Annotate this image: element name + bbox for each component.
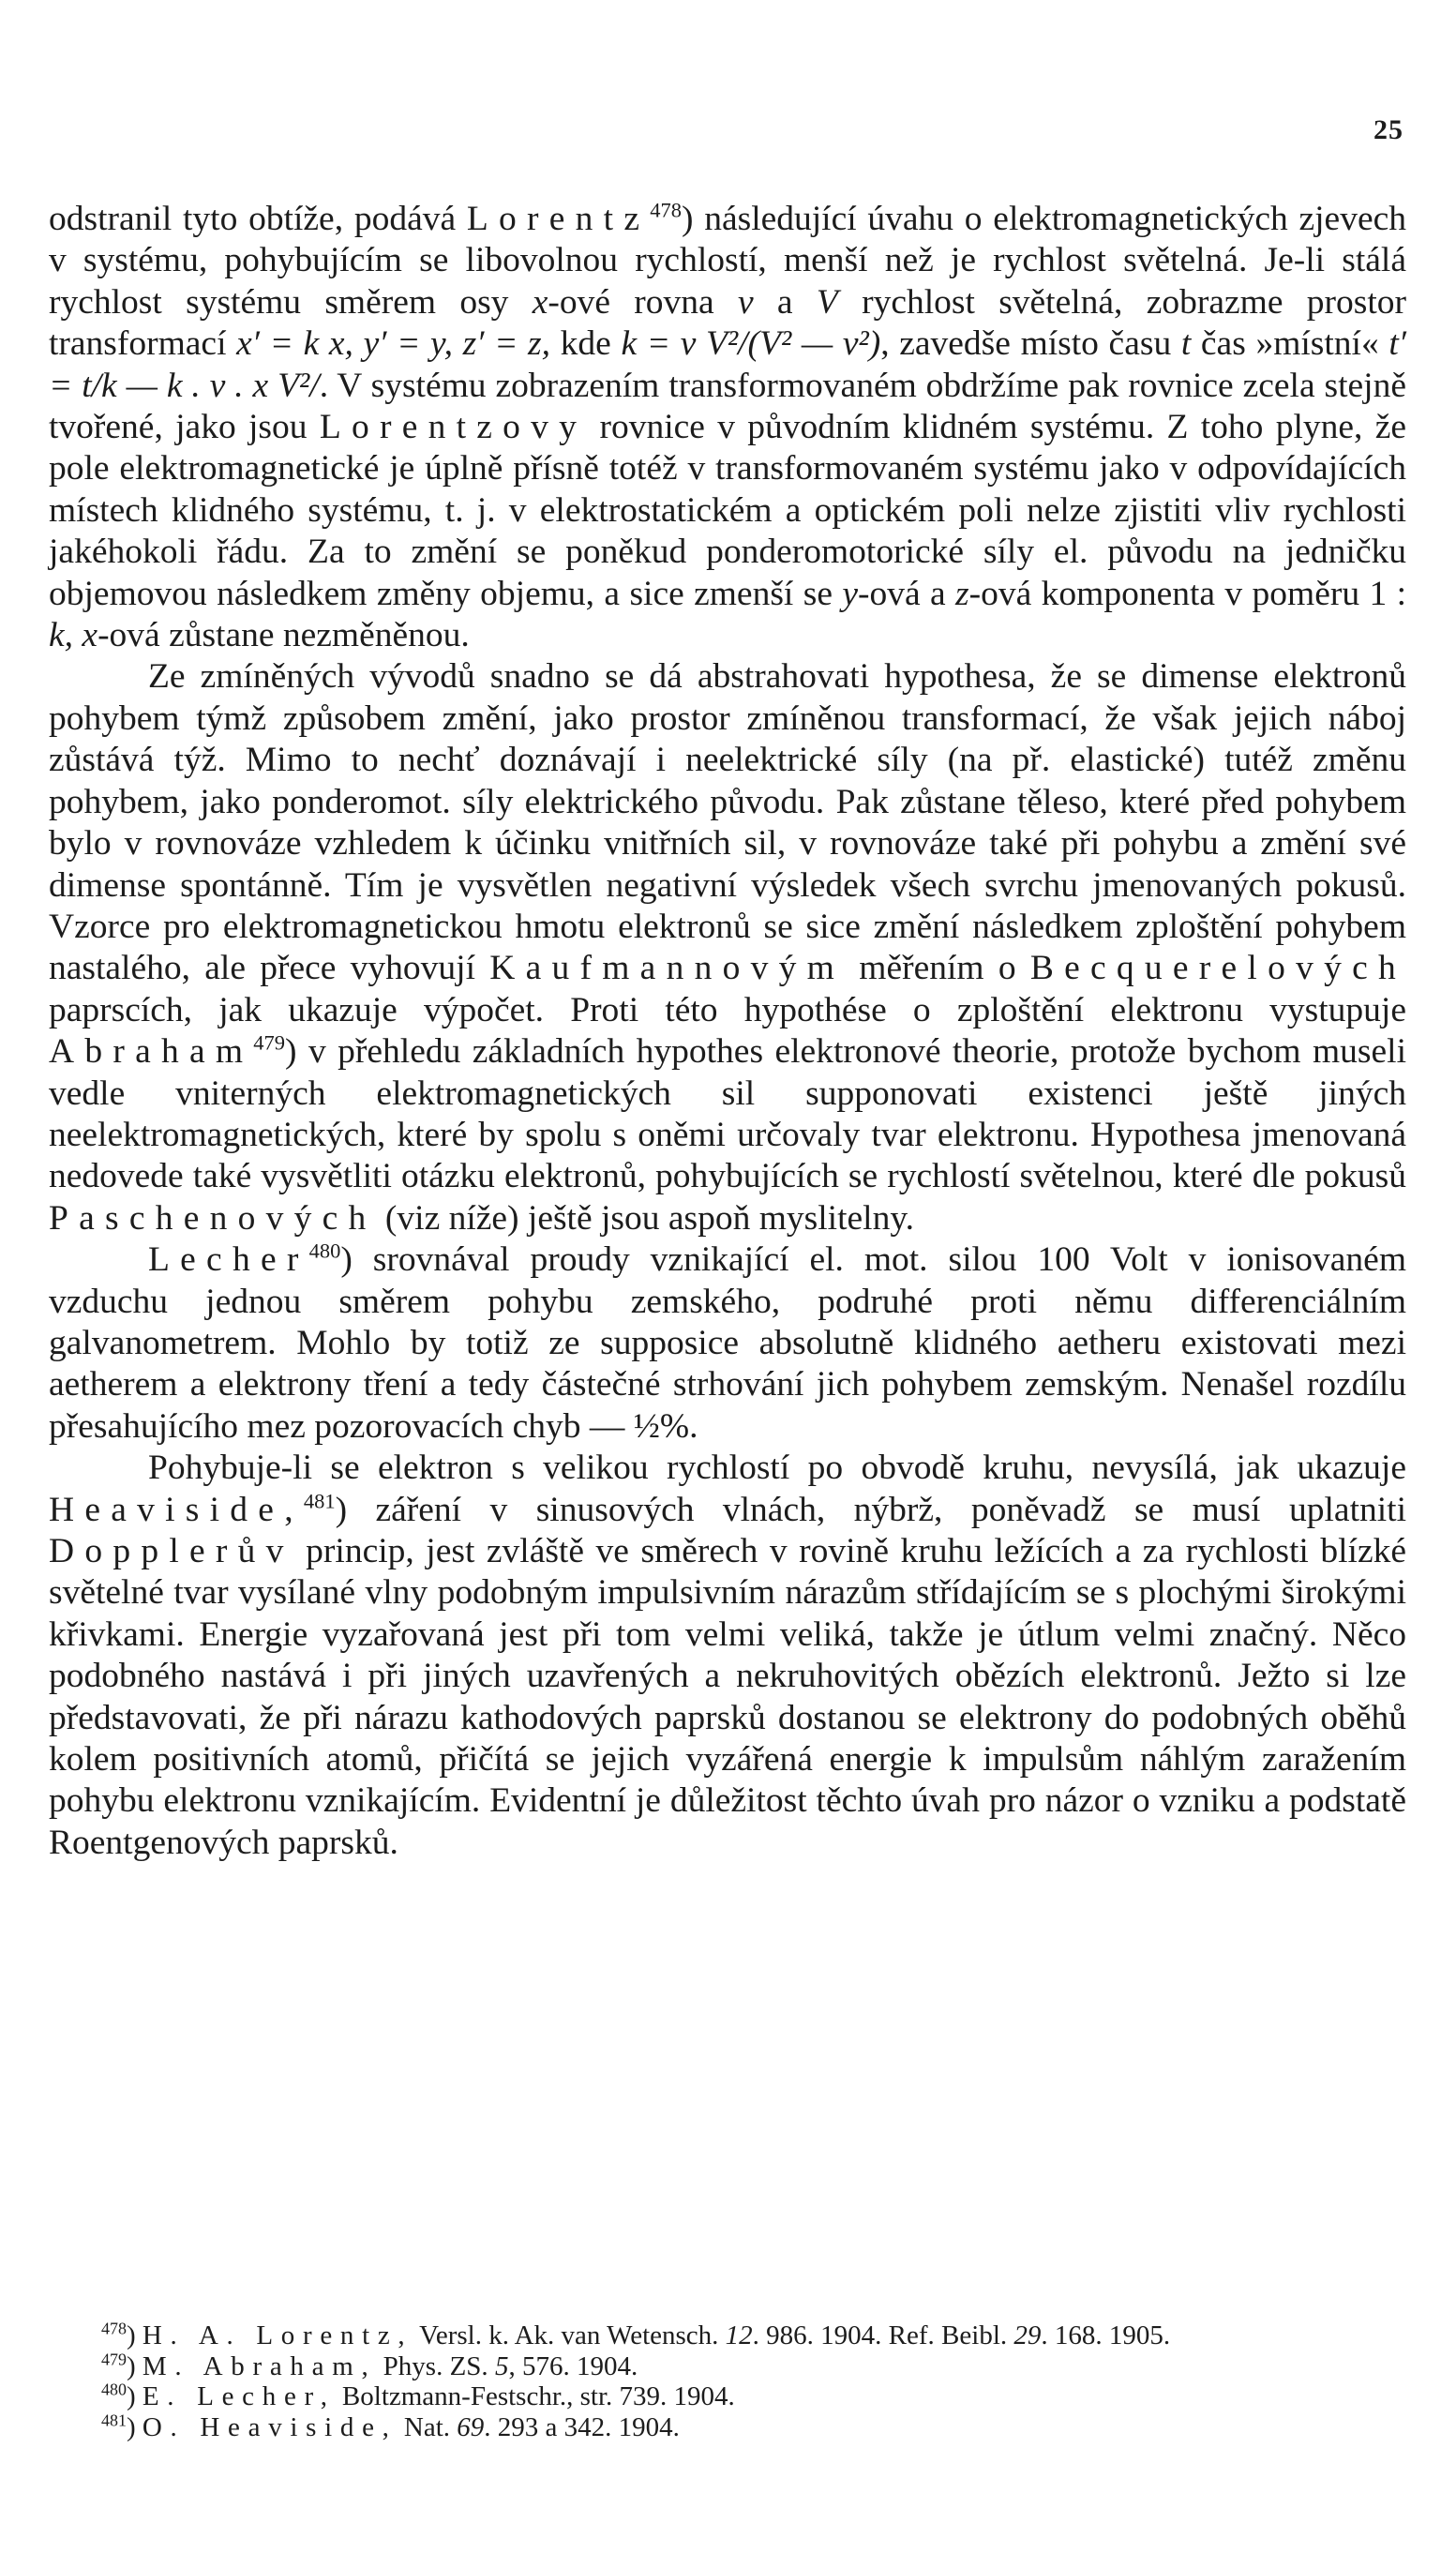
author-name: Dopplerův xyxy=(49,1532,294,1570)
footnote-481: $^{481}$) O. Heaviside, Nat. 69. 293 a 342. 1904. xyxy=(101,2410,680,2442)
footnotes xyxy=(49,2320,1406,2442)
math-var: z xyxy=(955,574,969,613)
paragraph-heaviside: Pohybuje-li se elektron s velikou rychlostí po obvodě kruhu, nevysílá, jak ukazuje Heaviside,$^{481}$) záření v sinusových vlnách, nýbrž, poněvadž se musí uplatniti Dopplerův princip, jest zvláště ve směrech v rovině kruhu ležících a za rychlosti blízké světelné tvar vysílané vlny podobným impulsivním nárazům střídajícím se s plochými širokými křivkami. Energie vyzařovaná jest při tom velmi veliká, takže je útlum velmi značný. Něco podobného nastává i při jiných uzavřených a nekruhovitých obězích elektronů. Ježto si lze představovati, že při nárazu kathodových paprsků dostanou se elektrony do podobných oběhů kolem positivních atomů, přičítá se jejich vyzářená energie k impulsům náhlým zaražením pohybu elektronu vznikajícím. Evidentní je důležitost těchto úvah pro názor o vzniku a podstatě Roentgenových paprsků. xyxy=(49,1449,1406,1862)
math-var: x xyxy=(82,616,98,655)
math-var: k, xyxy=(49,616,74,655)
paragraph-hypothesis: Ze zmíněných vývodů snadno se dá abstrahovati hypothesa, že se dimense elektronů pohybem týmž způsobem změní, jako prostor zmíněnou transformací, že však jejich náboj zůstává týž. Mimo to nechť doznávají i neelektrické síly (na př. elastické) tutéž změnu pohybem, jako ponderomot. síly elektrického původu. Pak zůstane těleso, které před pohybem bylo v rovnováze vzhledem k účinku vnitřních sil, v rovnováze také při pohybu a změní své dimense spontánně. Tím je vysvětlen negativní výsledek všech svrchu jmenovaných pokusů. Vzorce pro elektromagnetickou hmotu elektronů se sice změní následkem zploštění pohybem nastalého, ale přece vyhovují Kaufmannovým měřením o Becquerelových paprscích, jak ukazuje výpočet. Proti této hypothése o zploštění elektronu vystupuje Abraham$^{479}$) v přehledu základních hypothes elektronové theorie, protože bychom museli vedle vniterných elektromagnetických sil supponovati existenci ještě jiných neelektromagnetických, které by spolu s oněmi určovaly tvar elektronu. Hypothesa jmenovaná nedovede také vysvětliti otázku elektronů, pohybujících se rychlostí světelnou, které dle pokusů Paschenových (viz níže) ještě jsou aspoň myslitelny. xyxy=(49,657,1406,1238)
math-formula: t′ = t/k — k . v . x V²/ xyxy=(49,324,1406,405)
author-name: Lorentz xyxy=(466,200,651,238)
author-name: Kaufmannovým xyxy=(489,949,845,988)
author-name: Heaviside, xyxy=(49,1490,304,1529)
page-number: 25 xyxy=(1373,114,1403,145)
paragraph-lorentz-transformation: odstranil tyto obtíže, podává Lorentz$^{478}$) následující úvahu o elektromagnetických zjevech v systému, pohybujícím se libovolnou rychlostí, menší než je rychlost světelná. Je-li stálá rychlost systému směrem osy x-ové rovna v a V rychlost světelná, zobrazme prostor transformací x′ = k x, y′ = y, z′ = z, kde k = v V²/(V² — v²), zavedše místo času t čas »místní« t′ = t/k — k . v . x V²/. V systému zobrazením transformovaném obdržíme pak rovnice zcela stejně tvořené, jako jsou Lorentzovy rovnice v původním klidném systému. Z toho plyne, že pole elektromagnetické je úplně přísně totéž v transformovaném systému jako v odpovídajících místech klidného systému, t. j. v elektrostatickém a optickém poli nelze zjistiti vliv rychlosti jakéhokoli řádu. Za to změní se poněkud ponderomotorické síly el. původu na jedničku objemovou následkem změny objemu, a sice zmenší se y-ová a z-ová komponenta v poměru 1 : k, x-ová zůstane nezměněnou. xyxy=(49,198,1407,655)
footnote-ref: 478 xyxy=(650,198,682,222)
author-name: Becquerelových xyxy=(1029,949,1406,988)
author-name: Lorentzovy xyxy=(319,408,588,447)
math-var: V xyxy=(816,282,838,322)
footnote-ref: 480 xyxy=(308,1239,341,1263)
footnote-478: $^{478}$) H. A. Lorentz, Versl. k. Ak. van Wetensch. 12. 986. 1904. Ref. Beibl. 29. 168. 1905. xyxy=(101,2319,1171,2350)
author-name: Lecher xyxy=(148,1240,309,1280)
paragraph-lecher: Lecher$^{480}$) srovnával proudy vznikající el. mot. silou 100 Volt v ionisovaném vzduchu jednou směrem pohybu zemského, podruhé proti němu differenciálním galvanometrem. Mohlo by totiž ze supposice absolutně klidného aetheru existovati mezi aetherem a elektrony tření a tedy částečné strhování jich pohybem zemským. Nenašel rozdílu přesahujícího mez pozorovacích chyb — ½%. xyxy=(49,1239,1406,1446)
math-formula: x′ = k x, y′ = y, z′ = z, xyxy=(236,324,550,364)
footnote-ref: 479 xyxy=(253,1030,286,1055)
math-var: x xyxy=(532,282,548,322)
math-formula: k = v V²/(V² — v²) xyxy=(621,324,881,364)
footnote-480: $^{480}$) E. Lecher, Boltzmann-Festschr., str. 739. 1904. xyxy=(101,2380,735,2411)
footnote-479: $^{479}$) M. Abraham, Phys. ZS. 5, 576. 1904. xyxy=(101,2349,638,2381)
math-var: y xyxy=(842,574,858,613)
math-var: t xyxy=(1180,324,1192,364)
math-var: v xyxy=(737,282,754,322)
footnote-ref: 481 xyxy=(303,1489,336,1513)
body-text xyxy=(49,199,1406,1864)
author-name: Abraham xyxy=(49,1032,254,1072)
author-name: Paschenových xyxy=(49,1198,377,1238)
